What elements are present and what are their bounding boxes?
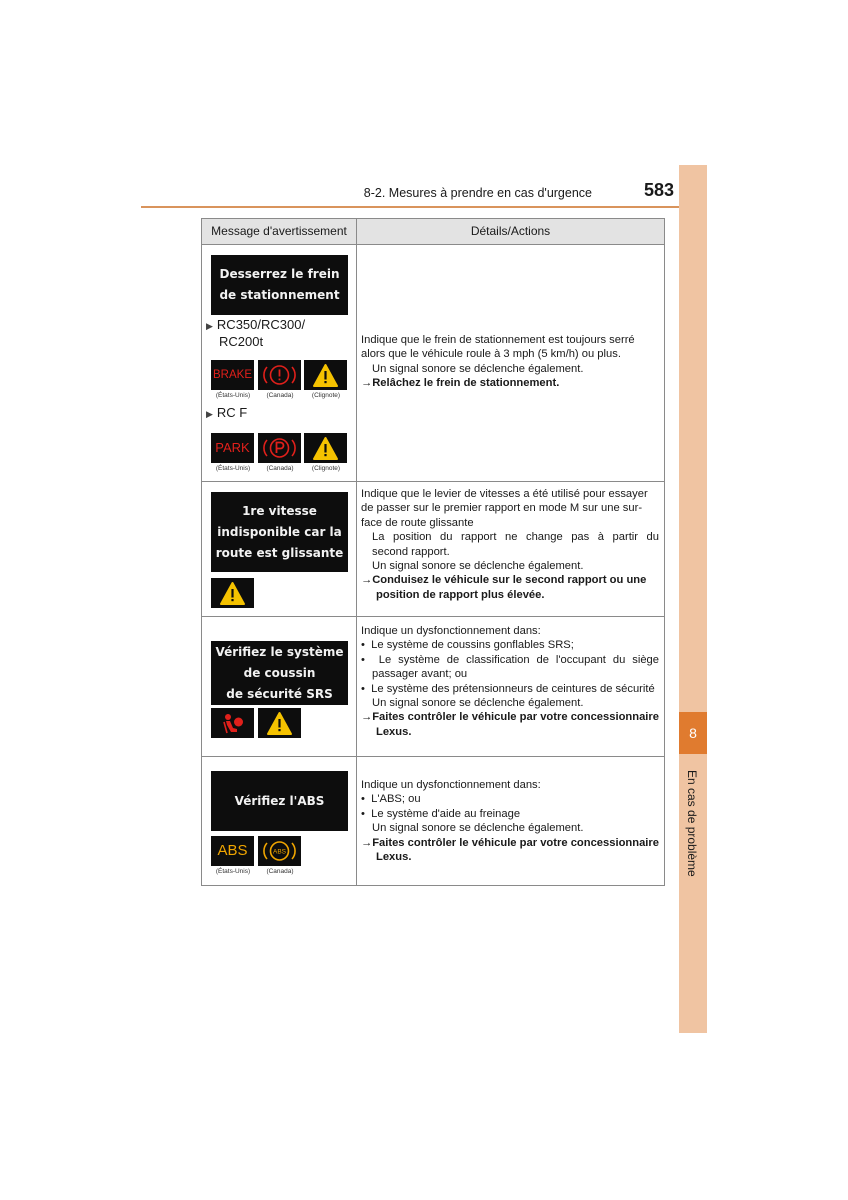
icon-caption: (Canada)	[266, 868, 294, 875]
message-cell	[202, 482, 357, 616]
chapter-label: En cas de problème	[685, 770, 699, 877]
details-cell	[357, 757, 664, 885]
action-line	[361, 376, 659, 390]
details-text	[361, 624, 659, 739]
message-line: de coussin	[243, 665, 316, 680]
details-line: La position du rapport ne change pas à partir du	[372, 531, 659, 544]
message-line: Vérifiez le système	[215, 644, 344, 659]
action-text: Relâchez le frein de stationnement.	[372, 377, 560, 390]
abs-icon-text: ABS	[217, 842, 248, 859]
column-header-details: Détails/Actions	[357, 219, 664, 244]
details-text	[361, 778, 659, 864]
warning-message-display	[211, 641, 348, 705]
column-header-message: Message d'avertissement	[202, 219, 357, 244]
icon-caption: (Clignote)	[311, 392, 341, 399]
model-text: RC350/RC300/	[216, 317, 306, 332]
details-line: face de route glissante	[361, 516, 474, 529]
page-number: 583	[643, 180, 674, 200]
details-line: alors que le véhicule roule à 3 mph (5 km/h) ou plus.	[361, 348, 621, 361]
abs-circle-text: ABS	[272, 848, 287, 856]
details-line: Indique un dysfonctionnement dans:	[361, 779, 541, 791]
message-cell	[202, 617, 357, 756]
master-warning-triangle-icon	[258, 708, 301, 738]
table-row	[202, 244, 664, 481]
abs-circle-icon	[258, 836, 301, 866]
details-line: Indique un dysfonctionnement dans:	[361, 625, 541, 637]
abs-warning-icon	[211, 836, 254, 866]
message-line: indisponible car la	[217, 524, 342, 539]
arrow-right-icon: →	[361, 574, 373, 587]
details-line: Indique que le levier de vitesses a été utilisé pour essayer	[361, 488, 648, 500]
header-rule	[141, 206, 707, 208]
icon-caption: (Clignote)	[311, 465, 341, 472]
master-warning-triangle-icon	[304, 433, 347, 463]
warning-message-display	[211, 492, 348, 572]
action-line	[361, 836, 659, 865]
icon-caption: (États-Unis)	[215, 465, 251, 472]
model-text: RC200t	[219, 334, 264, 349]
bullet-item: • L'ABS; ou	[361, 793, 421, 806]
details-line: Indique que le frein de stationnement est toujours serré	[361, 334, 635, 346]
model-text: RC F	[216, 405, 248, 420]
details-line: de passer sur le premier rapport en mode M sur une sur-	[361, 502, 643, 515]
icon-caption: (Canada)	[266, 465, 294, 472]
message-cell	[202, 245, 357, 481]
bullet-text: Le système de coussins gonflables SRS;	[371, 639, 574, 652]
action-text: Faites contrôler le véhicule par votre concessionnaire Lexus.	[372, 711, 659, 738]
brake-warning-icon	[211, 360, 254, 390]
action-text: Faites contrôler le véhicule par votre concessionnaire Lexus.	[372, 836, 659, 864]
bullet-item: • Le système de classification de l'occupant du siège passager avant; ou	[361, 653, 659, 681]
master-warning-triangle-icon	[304, 360, 347, 390]
bullet-item: • Le système de coussins gonflables SRS;	[361, 639, 574, 652]
triangle-right-icon: ▶	[206, 409, 213, 419]
section-title: 8-2. Mesures à prendre en cas d'urgence	[363, 186, 592, 200]
bullet-text: L'ABS; ou	[371, 793, 421, 806]
message-cell	[202, 757, 357, 885]
bullet-item: • Le système d'aide au freinage	[361, 807, 521, 820]
model-label	[206, 405, 247, 422]
parking-brake-p-icon	[258, 433, 301, 463]
message-line: de sécurité SRS	[226, 686, 333, 701]
chapter-number: 8	[679, 712, 707, 754]
icon-caption: (États-Unis)	[215, 392, 251, 399]
details-cell	[357, 617, 664, 756]
table-row	[202, 756, 664, 885]
message-line: de stationnement	[219, 288, 340, 302]
model-label	[206, 317, 305, 349]
bullet-text: Le système d'aide au freinage	[371, 807, 521, 820]
table-header-row	[202, 219, 664, 244]
details-text	[361, 487, 659, 602]
message-line: Desserrez le frein	[219, 267, 340, 281]
park-warning-icon	[211, 433, 254, 463]
action-text: position de rapport plus élevée.	[376, 588, 545, 601]
arrow-right-icon: →	[361, 377, 373, 390]
action-line	[361, 710, 659, 739]
details-line: Un signal sonore se déclenche également.	[372, 362, 584, 375]
bullet-text: Le système de classification de l'occupant du siège passager avant; ou	[372, 653, 659, 681]
action-text: Conduisez le véhicule sur le second rapport ou une	[372, 574, 647, 587]
details-line: Un signal sonore se déclenche également.	[372, 697, 584, 710]
details-line: Un signal sonore se déclenche également.	[372, 560, 584, 573]
warning-table	[201, 218, 665, 886]
park-icon-text: PARK	[215, 440, 250, 455]
details-line: Un signal sonore se déclenche également.	[372, 822, 584, 835]
table-row	[202, 616, 664, 756]
warning-message-display	[211, 255, 348, 315]
warning-message-display	[211, 771, 348, 831]
bullet-item: • Le système des prétensionneurs de ceintures de sécurité	[361, 682, 655, 695]
details-cell	[357, 482, 664, 616]
action-line	[361, 573, 659, 602]
master-warning-triangle-icon	[211, 578, 254, 608]
arrow-right-icon: →	[361, 711, 373, 724]
icon-caption: (États-Unis)	[215, 868, 251, 875]
details-cell	[357, 245, 664, 481]
icon-caption: (Canada)	[266, 392, 294, 399]
table-row	[202, 481, 664, 616]
message-line: 1re vitesse	[242, 503, 317, 518]
bullet-text: Le système des prétensionneurs de ceintures de sécurité	[371, 682, 655, 695]
arrow-right-icon: →	[361, 836, 373, 849]
triangle-right-icon: ▶	[206, 321, 213, 331]
airbag-warning-icon	[211, 708, 254, 738]
parking-brake-circle-icon	[258, 360, 301, 390]
details-line: second rapport.	[372, 545, 450, 558]
message-line: Vérifiez l'ABS	[234, 793, 325, 808]
message-line: route est glissante	[215, 545, 344, 560]
brake-icon-text: BRAKE	[213, 369, 252, 381]
details-text	[361, 333, 659, 391]
